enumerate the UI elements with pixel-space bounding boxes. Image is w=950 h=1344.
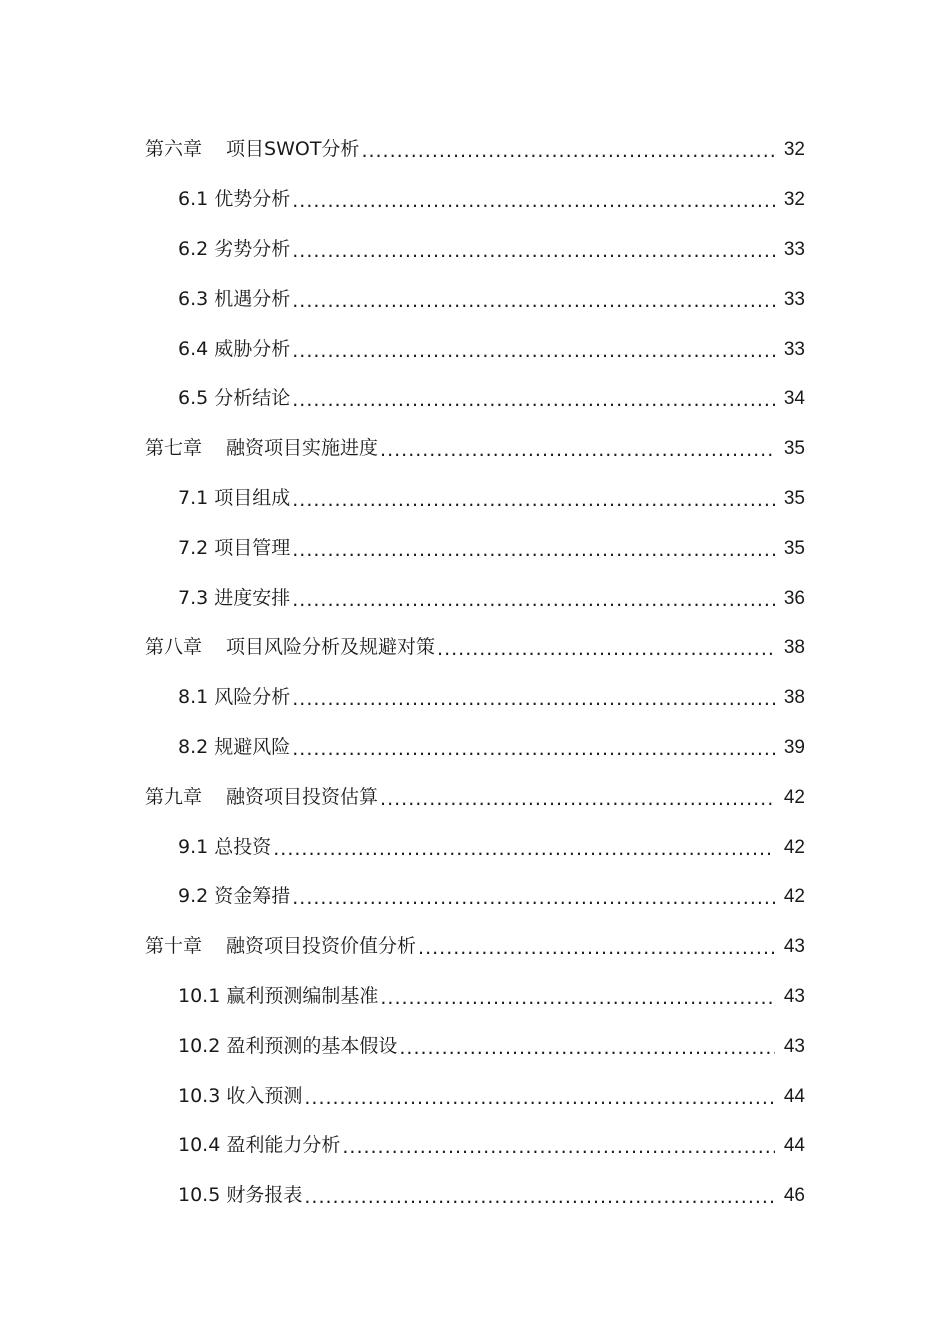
- toc-page-number: 33: [783, 338, 805, 360]
- toc-entry-title: 10.2 盈利预测的基本假设: [178, 1034, 398, 1057]
- toc-entry-title: 融资项目实施进度: [226, 437, 379, 460]
- toc-section-entry[interactable]: [0, 274, 950, 324]
- toc-page-number: 35: [783, 487, 805, 509]
- toc-entry-title: 10.5 财务报表: [178, 1184, 303, 1207]
- toc-section-entry[interactable]: [0, 1121, 950, 1171]
- toc-entry-title: 10.1 赢利预测编制基准: [178, 984, 379, 1007]
- toc-section-entry[interactable]: [0, 324, 950, 374]
- toc-entry-title: 9.2 资金筹措: [178, 885, 291, 908]
- toc-page-number: 33: [783, 238, 805, 260]
- toc-entry-text: [178, 1186, 302, 1205]
- toc-entry-text: [178, 190, 290, 209]
- toc-section-entry[interactable]: [0, 225, 950, 275]
- toc-entry-text: [178, 835, 272, 858]
- toc-page-number: 44: [783, 1085, 805, 1107]
- toc-dot-leader: [380, 790, 775, 809]
- toc-section-entry[interactable]: [0, 1171, 950, 1221]
- toc-page-number: 35: [783, 537, 805, 559]
- toc-section-entry[interactable]: [0, 175, 950, 225]
- toc-dot-leader: [292, 192, 775, 211]
- toc-chapter-number: 第九章: [145, 785, 203, 808]
- toc-section-entry[interactable]: [0, 474, 950, 524]
- toc-entry-title: 7.1 项目组成: [178, 486, 291, 509]
- toc-page-number: 46: [783, 1185, 805, 1207]
- table-of-contents: [0, 125, 950, 1221]
- toc-entry-text: [178, 536, 291, 559]
- toc-section-entry[interactable]: [0, 972, 950, 1022]
- toc-dot-leader: [380, 441, 775, 460]
- toc-entry-title: 6.4 威胁分析: [178, 337, 291, 360]
- toc-entry-text: [178, 1084, 303, 1107]
- toc-entry-text: [178, 735, 291, 758]
- toc-entry-text: [178, 237, 291, 260]
- toc-dot-leader: [361, 142, 775, 161]
- toc-dot-leader: [292, 591, 775, 610]
- toc-entry-title: 8.1 风险分析: [178, 686, 291, 709]
- toc-page-number: 38: [783, 687, 805, 709]
- toc-dot-leader: [292, 690, 775, 709]
- toc-dot-leader: [437, 640, 775, 659]
- toc-entry-title: 融资项目投资估算: [226, 785, 379, 808]
- toc-page-number: 42: [783, 836, 805, 858]
- toc-page-number: 32: [783, 189, 805, 211]
- toc-page-number: 42: [783, 786, 805, 808]
- toc-dot-leader: [292, 242, 775, 261]
- toc-entry-title: 6.1 优势分析: [178, 188, 291, 211]
- toc-page-number: 43: [783, 985, 805, 1007]
- toc-page-number: 39: [783, 736, 805, 758]
- toc-entry-text: [178, 389, 290, 408]
- toc-section-entry[interactable]: [0, 1071, 950, 1121]
- toc-dot-leader: [292, 391, 775, 410]
- toc-dot-leader: [292, 889, 775, 908]
- toc-entry-text: [145, 439, 378, 458]
- toc-dot-leader: [273, 840, 775, 859]
- toc-section-entry[interactable]: [0, 673, 950, 723]
- toc-section-entry[interactable]: [0, 822, 950, 872]
- toc-entry-text: [178, 586, 291, 609]
- toc-chapter-number: 第八章: [145, 636, 203, 659]
- toc-page-number: 33: [783, 288, 805, 310]
- toc-dot-leader: [292, 342, 775, 361]
- toc-page-number: 43: [783, 936, 805, 958]
- toc-entry-text: [178, 688, 290, 707]
- toc-entry-title: 融资项目投资价值分析: [226, 935, 417, 958]
- toc-entry-title: 10.4 盈利能力分析: [178, 1134, 341, 1157]
- toc-entry-text: [178, 1136, 340, 1155]
- toc-entry-text: [178, 486, 291, 509]
- toc-section-entry[interactable]: [0, 723, 950, 773]
- toc-page-number: 34: [783, 388, 805, 410]
- toc-entry-title: 7.2 项目管理: [178, 536, 291, 559]
- toc-entry-title: 9.1 总投资: [178, 835, 272, 858]
- toc-entry-text: [178, 287, 291, 310]
- toc-chapter-entry[interactable]: [0, 125, 950, 175]
- toc-page-number: 35: [783, 438, 805, 460]
- toc-dot-leader: [418, 939, 775, 958]
- toc-entry-title: 10.3 收入预测: [178, 1084, 303, 1107]
- toc-entry-title: 项目风险分析及规避对策: [226, 636, 436, 659]
- toc-chapter-entry[interactable]: [0, 922, 950, 972]
- toc-entry-text: [145, 785, 379, 808]
- toc-dot-leader: [292, 740, 775, 759]
- toc-entry-title: 6.3 机遇分析: [178, 287, 291, 310]
- toc-section-entry[interactable]: [0, 573, 950, 623]
- toc-page-number: 36: [783, 587, 805, 609]
- toc-entry-title: 6.2 劣势分析: [178, 237, 291, 260]
- toc-entry-text: [178, 887, 290, 906]
- toc-entry-title: 7.3 进度安排: [178, 586, 291, 609]
- toc-entry-text: [178, 984, 379, 1007]
- toc-page-number: 42: [783, 886, 805, 908]
- toc-dot-leader: [292, 491, 775, 510]
- toc-dot-leader: [399, 1039, 775, 1058]
- toc-chapter-entry[interactable]: [0, 424, 950, 474]
- toc-dot-leader: [292, 541, 775, 560]
- toc-page-number: 44: [783, 1135, 805, 1157]
- toc-entry-title: 6.5 分析结论: [178, 387, 291, 410]
- toc-entry-text: [145, 140, 359, 159]
- toc-chapter-entry[interactable]: [0, 623, 950, 673]
- toc-section-entry[interactable]: [0, 1021, 950, 1071]
- toc-page-number: 38: [783, 637, 805, 659]
- toc-entry-text: [145, 937, 416, 956]
- toc-dot-leader: [304, 1188, 775, 1207]
- toc-dot-leader: [380, 989, 775, 1008]
- toc-section-entry[interactable]: [0, 872, 950, 922]
- toc-entry-title: 项目SWOT分析: [226, 138, 360, 161]
- toc-section-entry[interactable]: [0, 523, 950, 573]
- toc-chapter-number: 第六章: [145, 138, 203, 161]
- toc-page-number: 43: [783, 1035, 805, 1057]
- toc-chapter-entry[interactable]: [0, 772, 950, 822]
- toc-chapter-number: 第十章: [145, 935, 203, 958]
- toc-section-entry[interactable]: [0, 374, 950, 424]
- toc-entry-text: [178, 1034, 398, 1057]
- toc-dot-leader: [292, 292, 775, 311]
- toc-dot-leader: [304, 1089, 775, 1108]
- toc-entry-text: [178, 337, 291, 360]
- toc-chapter-number: 第七章: [145, 437, 203, 460]
- toc-dot-leader: [342, 1138, 775, 1157]
- toc-page-number: 32: [783, 139, 805, 161]
- toc-entry-text: [145, 638, 435, 657]
- toc-entry-title: 8.2 规避风险: [178, 735, 291, 758]
